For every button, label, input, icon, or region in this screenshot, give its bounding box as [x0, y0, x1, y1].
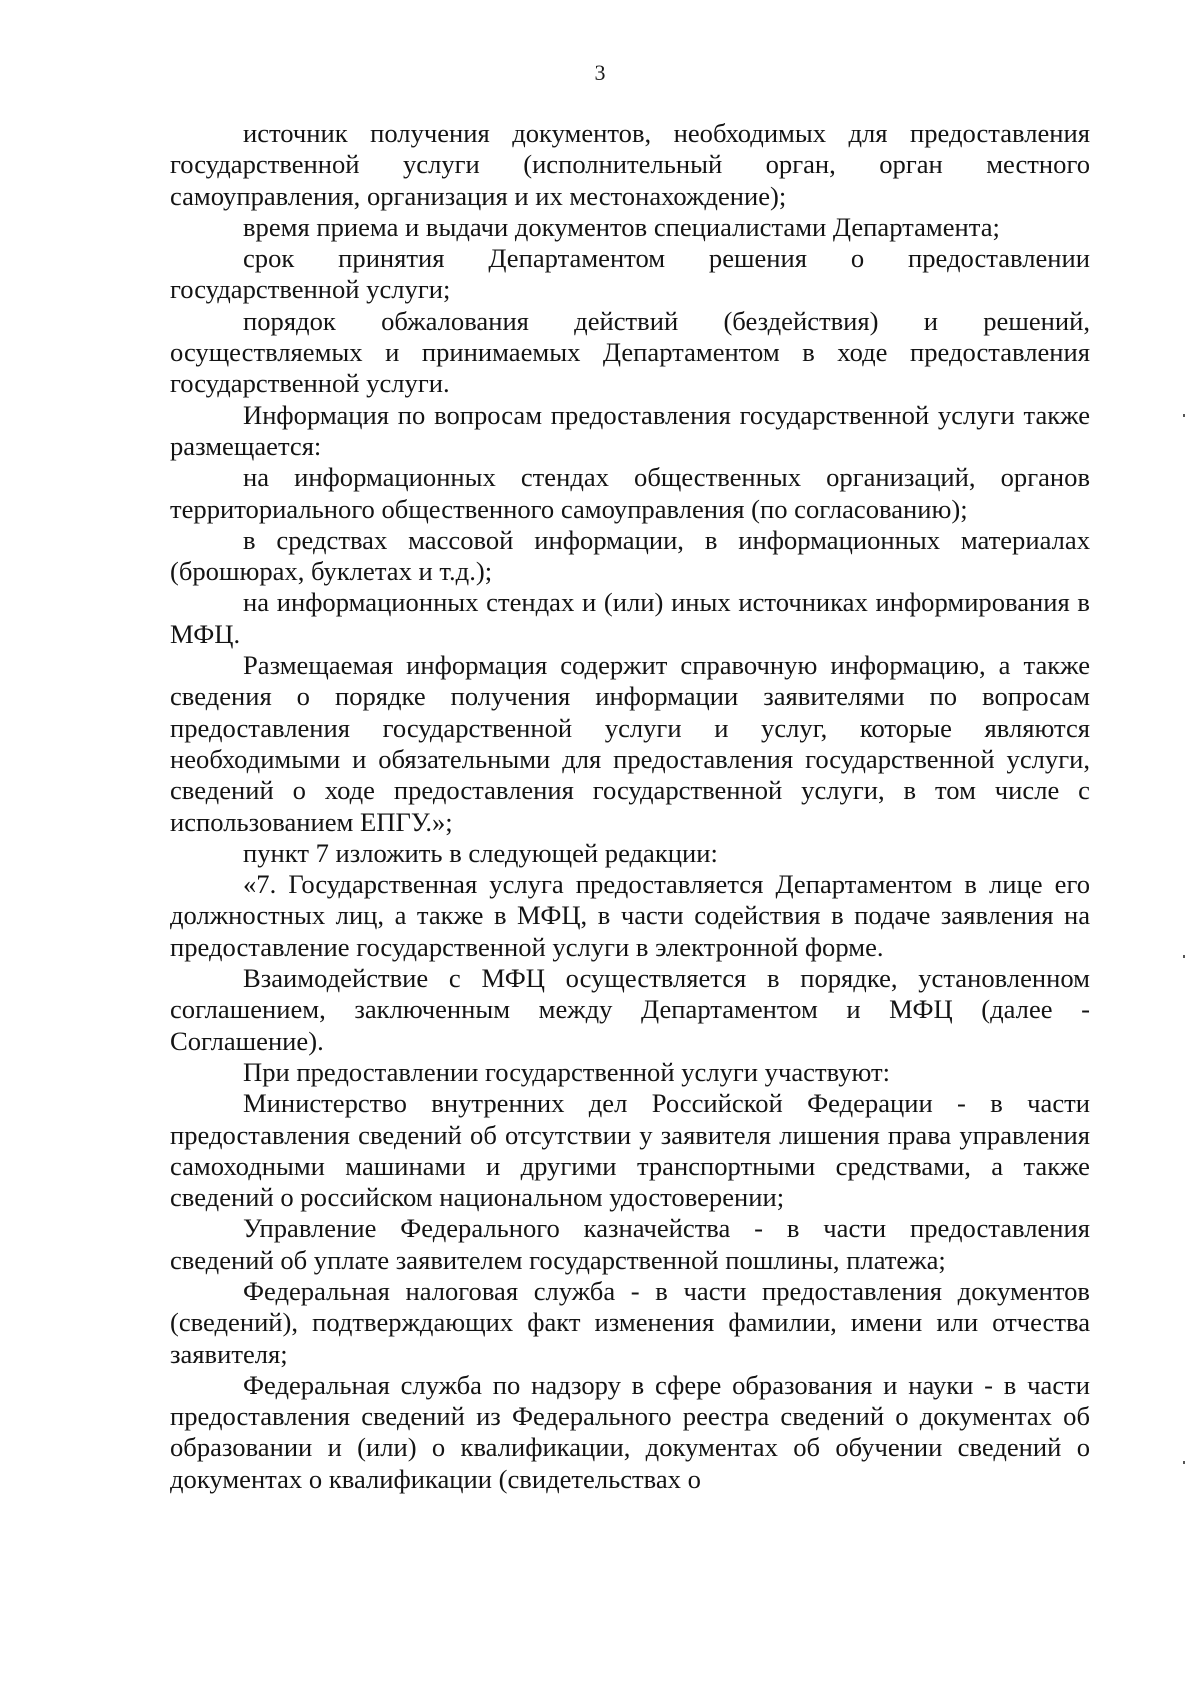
paragraph: время приема и выдачи документов специалистами Департамента; — [243, 211, 1000, 242]
paragraph: на информационных стендах общественных организаций, органов территориального общественного самоуправления (по согласованию); — [170, 462, 1090, 524]
paragraph: Федеральная служба по надзору в сфере образования и науки - в части предоставления сведений из Федерального реестра сведений о документах об образовании и (или) о квалификации, документах об обучении сведений о документах о квалификации (свидетельствах о — [170, 1369, 1090, 1494]
paragraph: пункт 7 изложить в следующей редакции: — [243, 837, 718, 868]
page-number: 3 — [594, 60, 606, 85]
paragraph: При предоставлении государственной услуги участвуют: — [243, 1056, 891, 1087]
paragraph: Федеральная налоговая служба - в части предоставления документов (сведений), подтверждающих факт изменения фамилии, имени или отчества заявителя; — [170, 1275, 1090, 1369]
paragraph: Управление Федерального казначейства - в части предоставления сведений об уплате заявителем государственной пошлины, платежа; — [170, 1213, 1090, 1275]
paragraph: в средствах массовой информации, в информационных материалах (брошюрах, буклетах и т.д.); — [170, 524, 1090, 587]
document-body — [170, 118, 1090, 1495]
paragraph: срок принятия Департаментом решения о предоставлении государственной услуги; — [170, 243, 1090, 305]
paragraph: на информационных стендах и (или) иных источниках информирования в МФЦ. — [170, 587, 1090, 649]
scan-mark — [1183, 414, 1185, 417]
paragraph: порядок обжалования действий (бездействия) и решений, осуществляемых и принимаемых Департаментом в ходе предоставления государственной услуги. — [170, 305, 1090, 399]
paragraph: «7. Государственная услуга предоставляется Департаментом в лице его должностных лиц, а также в МФЦ, в части содействия в подаче заявления на предоставление государственной услуги в электронной форме. — [170, 869, 1090, 962]
paragraph: Информация по вопросам предоставления государственной услуги также размещается: — [170, 399, 1090, 461]
paragraph: Взаимодействие с МФЦ осуществляется в порядке, установленном соглашением, заключенным между Департаментом и МФЦ (далее - Соглашение). — [170, 963, 1090, 1056]
scan-mark — [1183, 955, 1185, 958]
scan-mark — [1183, 1461, 1185, 1464]
paragraph: Министерство внутренних дел Российской Федерации - в части предоставления сведений об отсутствии у заявителя лишения права управления самоходными машинами и другими транспортными средствами, а также сведений о российском национальном удостоверении; — [170, 1088, 1090, 1213]
paragraph: Размещаемая информация содержит справочную информацию, а также сведения о порядке получения информации заявителями по вопросам предоставления государственной услуги и услуг, которые являются необходимыми и обязательными для предоставления государственной услуги, сведений о ходе предоставления государственной услуги, в том числе с использованием ЕПГУ.»; — [170, 650, 1090, 837]
paragraph: источник получения документов, необходимых для предоставления государственной услуги (исполнительный орган, орган местного самоуправления, организация и их местонахождение); — [170, 118, 1090, 211]
